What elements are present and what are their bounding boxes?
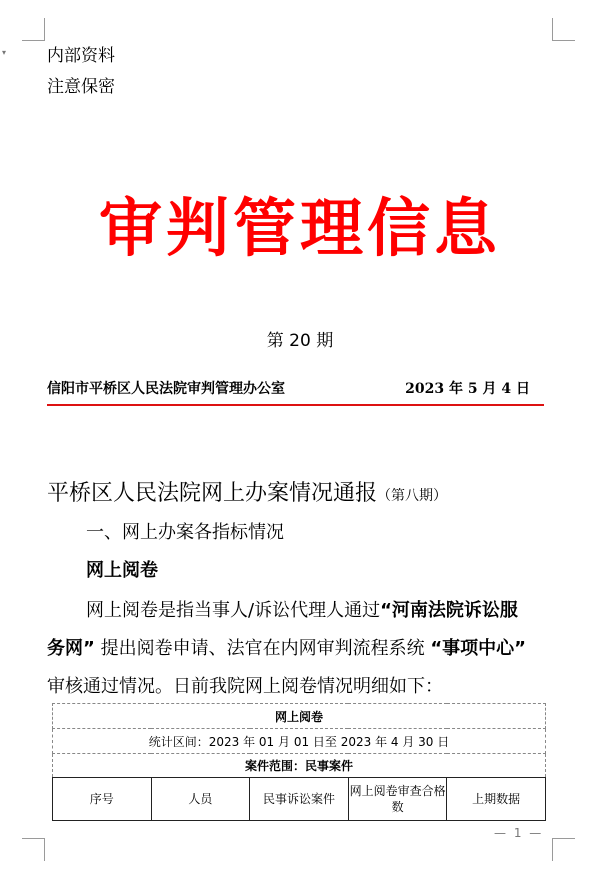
body-text: 网上阅卷是指当事人/诉讼代理人通过	[86, 600, 381, 621]
column-header-previous-data: 上期数据	[447, 778, 546, 821]
crop-mark-bottom-left	[22, 838, 45, 861]
paragraph-heading: 网上阅卷	[86, 560, 158, 581]
column-header-civil-cases: 民事诉讼案件	[250, 778, 349, 821]
column-header-person: 人员	[151, 778, 250, 821]
column-header-index: 序号	[53, 778, 152, 821]
crop-mark-top-left	[22, 18, 45, 41]
body-line-3: 审核通过情况。日前我院网上阅卷情况明细如下：	[47, 676, 443, 697]
report-title-text: 平桥区人民法院网上办案情况通报	[47, 481, 378, 506]
issue-number: 第 20 期	[266, 331, 334, 351]
table-scope: 案件范围：民事案件	[53, 754, 546, 778]
section-heading: 一、网上办案各指标情况	[86, 522, 284, 543]
column-header-qualified-count: 网上阅卷审查合格数	[348, 778, 447, 821]
service-name: “河南法院诉讼服	[380, 600, 518, 621]
paragraph-marker-icon: ▾	[2, 48, 7, 57]
masthead-title: 审判管理信息	[99, 191, 501, 265]
report-title-suffix: （第八期）	[377, 488, 448, 504]
internal-material-label: 内部资料	[47, 46, 115, 66]
body-line-1	[86, 596, 518, 622]
page-number: — 1 —	[494, 826, 544, 840]
confidential-label: 注意保密	[47, 77, 115, 97]
body-line-2	[47, 634, 526, 660]
red-divider	[47, 404, 544, 406]
table-title: 网上阅卷	[53, 704, 546, 729]
publisher-line	[47, 376, 544, 402]
body-text: 提出阅卷申请、法官在内网审判流程系统	[100, 638, 425, 659]
reading-stats-table	[52, 703, 546, 821]
publish-date: 2023 年 5 月 4 日	[405, 381, 530, 397]
center-name: “事项中心”	[430, 638, 526, 659]
table-period: 统计区间：2023 年 01 月 01 日至 2023 年 4 月 30 日	[53, 729, 546, 754]
crop-mark-bottom-right	[552, 838, 575, 861]
service-name-end: 务网”	[47, 638, 95, 659]
publisher-name: 信阳市平桥区人民法院审判管理办公室	[47, 381, 285, 397]
report-title	[47, 476, 447, 507]
crop-mark-top-right	[552, 18, 575, 41]
